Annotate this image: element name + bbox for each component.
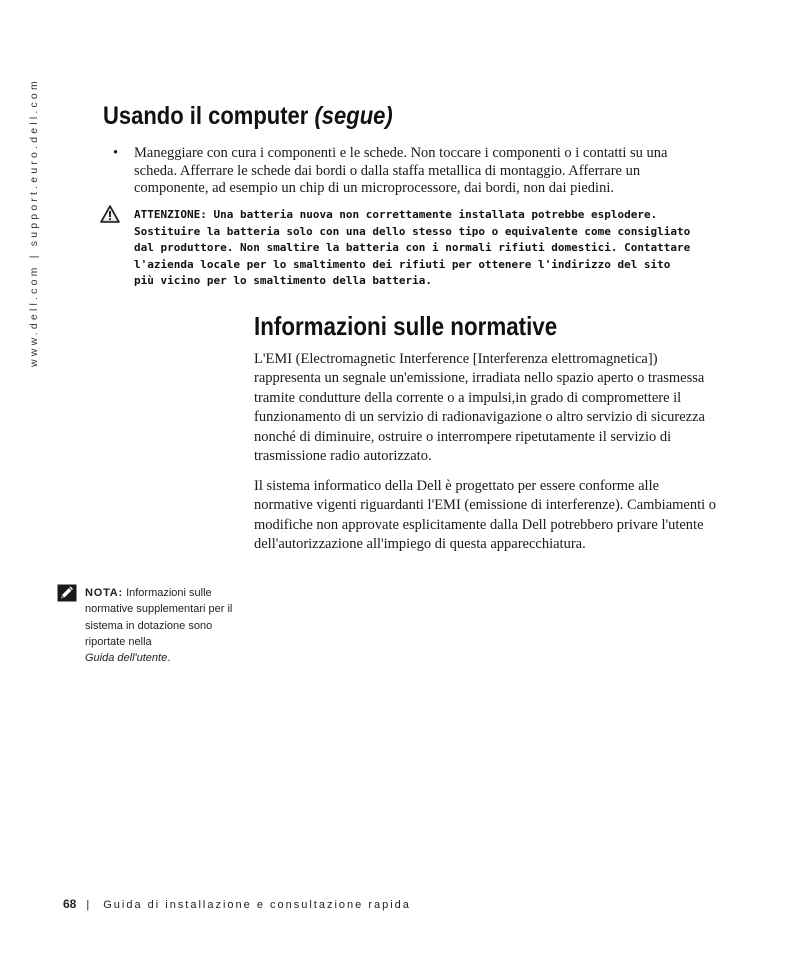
regulatory-paragraph-1: L'EMI (Electromagnetic Interference [Interferenza elettromagnetica]) rappresenta un segnale un'emissione, irradiata nello spazio aperto o trasmessa tramite condutture della corrente o a impulsi,in grado di compromettere il funzionamento di un servizio di radionavigazione o altro servizio di sicurezza nonché di diminuire, ostruire o interrompere ripetutamente il servizio di trasmissione radio autorizzato.: [254, 351, 705, 465]
section-title-main: Usando il computer: [103, 102, 315, 130]
section-title-italic: (segue): [314, 102, 393, 130]
bullet-mark: •: [113, 145, 119, 161]
note-period: .: [167, 652, 171, 665]
footer-separator: |: [86, 899, 90, 911]
regulatory-paragraph-2: Il sistema informatico della Dell è progettato per essere conforme alle normative vigenti riguardanti l'EMI (emissione di interferenze). Cambiamenti o modifiche non approvate esplicitamente dalla Dell potrebbero privare l'utente dell'autorizzazione all'impiego di questa apparecchiatura.: [254, 478, 717, 553]
warning-text: Una batteria nuova non correttamente installata potrebbe esplodere. Sostituire la batteria solo con una dello stesso tipo o equivalente come consigliato dal produttore. Non smaltire la batteria con i normali rifiuti domestici. Contattare l'azienda locale per lo smaltimento dei rifiuti per ottenere l'indirizzo del sito più vicino per lo smaltimento della batteria.: [134, 208, 691, 287]
section-title: [103, 102, 393, 131]
note-pencil-icon: [57, 584, 77, 602]
footer-title: Guida di installazione e consultazione rapida: [103, 899, 411, 911]
note-label: NOTA:: [85, 587, 124, 599]
side-url: www.dell.com | support.euro.dell.com: [28, 78, 40, 367]
warning-triangle-icon: [100, 205, 120, 223]
bullet-text: Maneggiare con cura i componenti e le schede. Non toccare i componenti o i contatti su una scheda. Afferrare le schede dai bordi o dalla staffa metallica di montaggio. Afferrare un componente, ad esempio un chip di un microprocessore, dai bordi, non dai piedini.: [134, 145, 668, 196]
note-text: Informazioni sulle normative supplementari per il sistema in dotazione sono riportate nella: [85, 587, 233, 648]
warning-block: [134, 207, 694, 290]
note-block: [85, 585, 235, 666]
regulatory-heading: Informazioni sulle normative: [254, 311, 558, 341]
page-number: 68: [63, 897, 77, 911]
page-footer: [63, 897, 411, 911]
warning-label: ATTENZIONE:: [134, 208, 207, 221]
note-guide-title: Guida dell'utente: [85, 652, 168, 665]
